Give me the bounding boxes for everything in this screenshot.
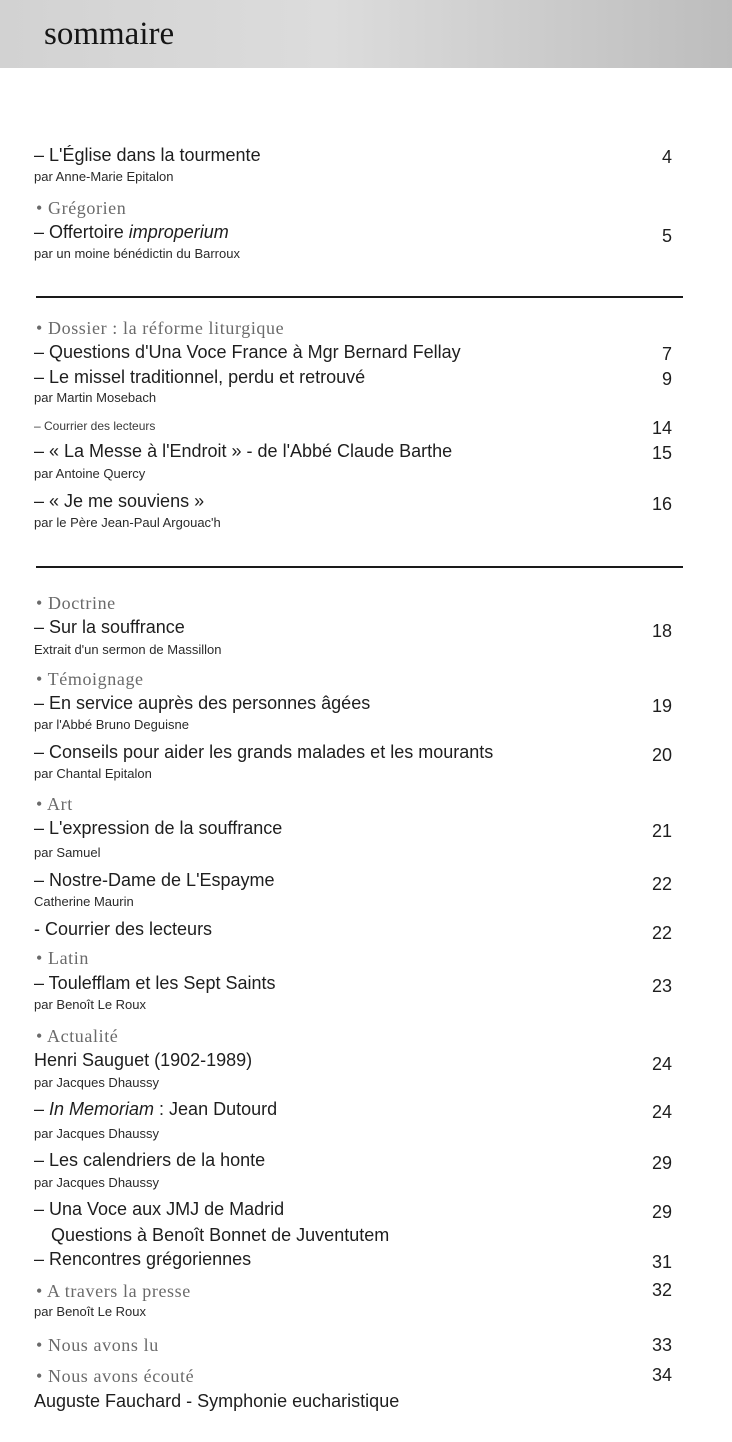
page-number: 16 [651, 494, 672, 514]
section-heading-temoignage: • Témoignage [36, 669, 144, 689]
page-number: 24 [651, 1102, 672, 1122]
entry-author: par Jacques Dhaussy [34, 1175, 160, 1190]
section-heading-presse[interactable]: • A travers la presse [36, 1281, 191, 1301]
entry-author: par Benoît Le Roux [34, 1304, 147, 1319]
entry-title[interactable]: – Una Voce aux JMJ de Madrid [34, 1199, 285, 1219]
page-number: 33 [651, 1335, 672, 1355]
entry-title[interactable]: – Questions d'Una Voce France à Mgr Bernard Fellay [34, 342, 461, 362]
page-number: 21 [651, 821, 672, 841]
section-heading-doctrine: • Doctrine [36, 593, 116, 613]
entry-title[interactable]: – « Je me souviens » [34, 491, 205, 511]
page-number: 9 [661, 369, 672, 389]
section-divider [36, 296, 683, 298]
entry-author: par le Père Jean-Paul Argouac'h [34, 515, 221, 530]
page-number: 19 [651, 696, 672, 716]
entry-title[interactable]: Henri Sauguet (1902-1989) [34, 1050, 253, 1070]
entry-title-italic: In Memoriam [49, 1099, 155, 1119]
entry-author: par Anne-Marie Epitalon [34, 169, 174, 184]
entry-title[interactable] [34, 1099, 277, 1120]
page-number: 23 [651, 976, 672, 996]
page-number: 29 [651, 1153, 672, 1173]
entry-title[interactable]: – Conseils pour aider les grands malades et les mourants [34, 742, 494, 762]
section-heading-dossier: • Dossier : la réforme liturgique [36, 318, 285, 338]
entry-author: par Chantal Epitalon [34, 766, 152, 781]
entry-title-prefix: – [34, 1099, 50, 1119]
entry-title[interactable]: – Courrier des lecteurs [34, 419, 156, 433]
page-number: 15 [651, 443, 672, 463]
page-number: 24 [651, 1054, 672, 1074]
entry-title[interactable]: – En service auprès des personnes âgées [34, 693, 371, 713]
page-number: 31 [651, 1252, 672, 1272]
entry-title[interactable]: – Nostre-Dame de L'Espayme [34, 870, 275, 890]
entry-author: Extrait d'un sermon de Massillon [34, 642, 222, 657]
entry-author: par Benoît Le Roux [34, 997, 147, 1012]
entry-title[interactable]: – Les calendriers de la honte [34, 1150, 266, 1170]
entry-author: par Antoine Quercy [34, 466, 146, 481]
entry-title-italic: improperium [128, 222, 229, 242]
section-heading-nous-avons-lu[interactable]: • Nous avons lu [36, 1335, 159, 1355]
entry-author: par un moine bénédictin du Barroux [34, 246, 240, 261]
entry-title-rest: : Jean Dutourd [154, 1099, 278, 1119]
page-number: 14 [651, 418, 672, 438]
entry-title[interactable]: Auguste Fauchard - Symphonie eucharistique [34, 1391, 400, 1411]
page-number: 20 [651, 745, 672, 765]
entry-title[interactable]: – Toulefflam et les Sept Saints [34, 973, 276, 993]
entry-title[interactable]: - Courrier des lecteurs [34, 919, 213, 939]
entry-title[interactable]: – L'Église dans la tourmente [34, 145, 261, 165]
header-bar [0, 0, 732, 68]
page-number: 34 [651, 1365, 672, 1385]
page-number: 5 [661, 226, 672, 246]
section-divider [36, 566, 683, 568]
entry-title[interactable]: – Le missel traditionnel, perdu et retrouvé [34, 367, 366, 387]
page-number: 29 [651, 1202, 672, 1222]
entry-title[interactable]: – Sur la souffrance [34, 617, 185, 637]
entry-title[interactable] [34, 222, 229, 243]
entry-title[interactable]: – « La Messe à l'Endroit » - de l'Abbé Claude Barthe [34, 441, 453, 461]
page-number: 22 [651, 923, 672, 943]
entry-author: Catherine Maurin [34, 894, 134, 909]
entry-author: par Martin Mosebach [34, 390, 157, 405]
page-number: 18 [651, 621, 672, 641]
entry-title-prefix: – Offertoire [34, 222, 129, 242]
section-heading-latin: • Latin [36, 948, 89, 968]
entry-author: par l'Abbé Bruno Deguisne [34, 717, 189, 732]
section-heading-art: • Art [36, 794, 73, 814]
page-number: 7 [661, 344, 672, 364]
section-heading-gregorien: • Grégorien [36, 198, 127, 218]
page-title: sommaire [44, 16, 175, 52]
page-number: 4 [661, 147, 672, 167]
entry-title[interactable]: – L'expression de la souffrance [34, 818, 283, 838]
entry-author: par Jacques Dhaussy [34, 1075, 160, 1090]
page-number: 22 [651, 874, 672, 894]
section-heading-nous-avons-ecoute[interactable]: • Nous avons écouté [36, 1366, 195, 1386]
entry-author: par Jacques Dhaussy [34, 1126, 160, 1141]
entry-author: par Samuel [34, 845, 101, 860]
entry-subtitle: Questions à Benoît Bonnet de Juventutem [51, 1225, 390, 1245]
page-number: 32 [651, 1280, 672, 1300]
entry-title[interactable]: – Rencontres grégoriennes [34, 1249, 252, 1269]
section-heading-actualite: • Actualité [36, 1026, 119, 1046]
